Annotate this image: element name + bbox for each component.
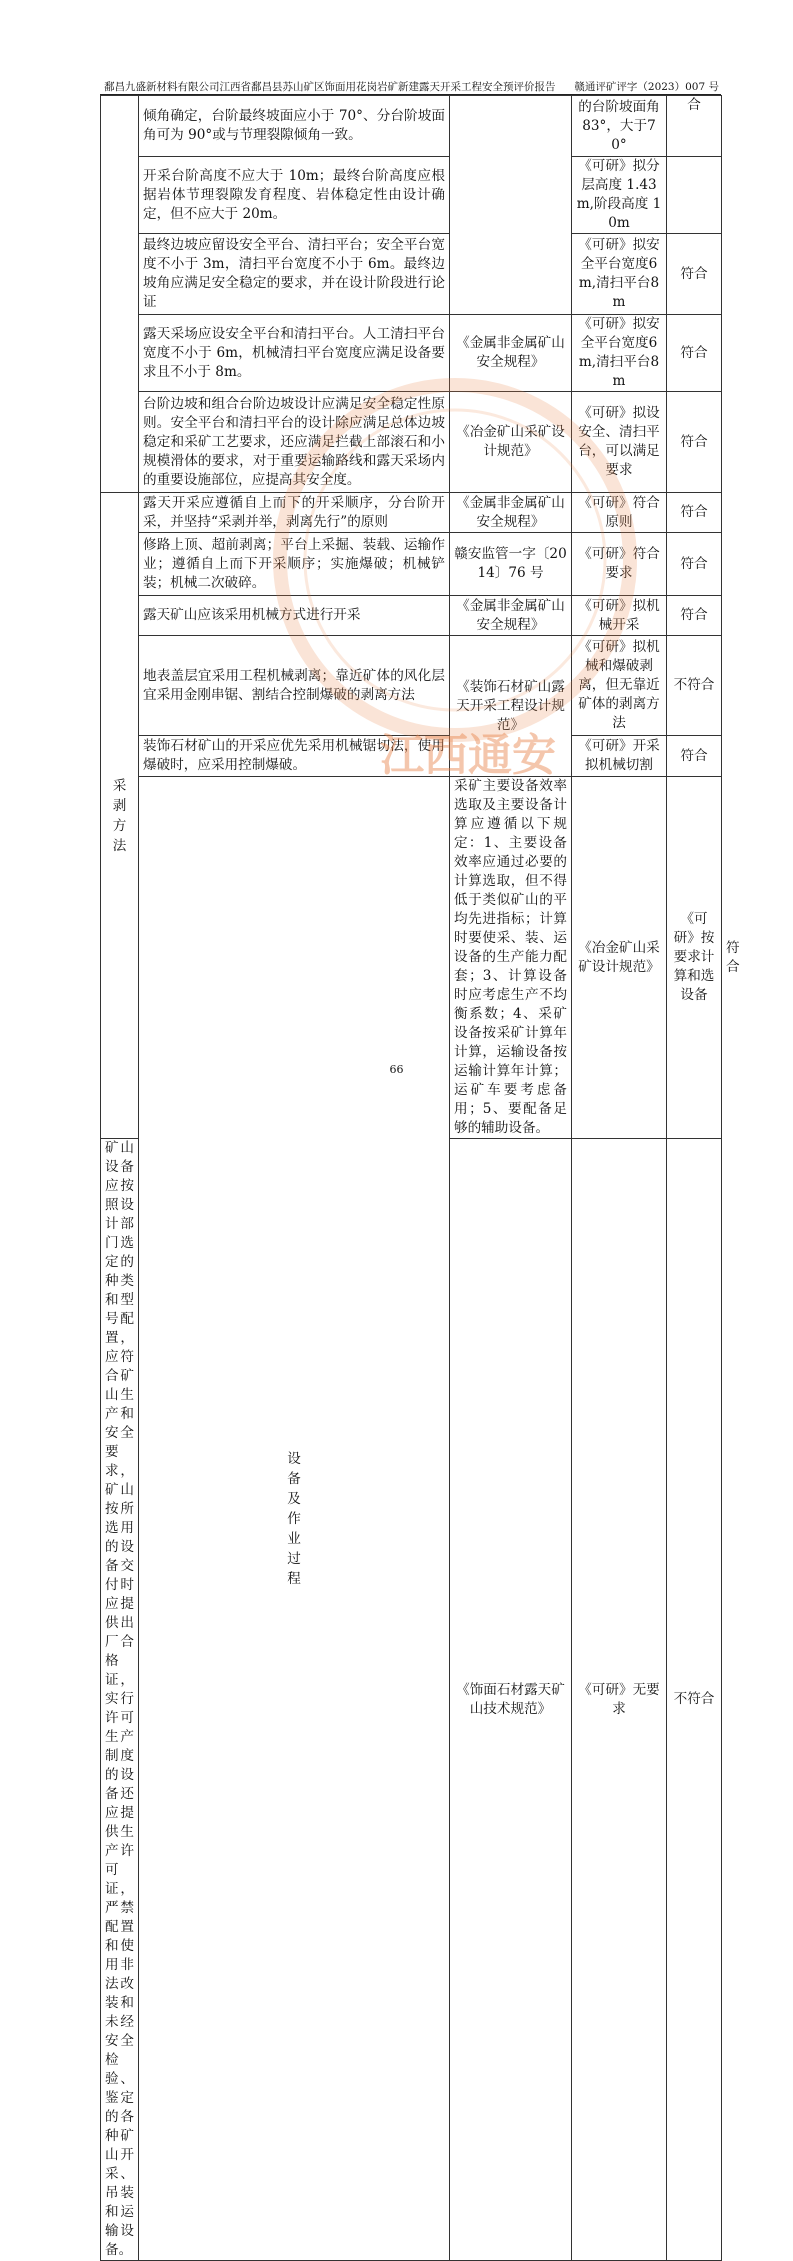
plan-cell: 《可研》按要求计算和选设备 — [667, 777, 722, 1139]
result-cell: 不符合 — [667, 1139, 722, 2261]
plan-cell: 《可研》无要求 — [572, 1139, 667, 2261]
category-char: 方 — [112, 817, 127, 834]
page-number: 66 — [389, 1063, 404, 1076]
table-row — [101, 493, 722, 533]
requirement-cell: 采矿主要设备效率选取及主要设备计算应遵循以下规定：1、主要设备效率应通过必要的计算选取，但不得低于类似矿山的平均先进指标；计算时要使采、装、运设备的生产能力配套；3、计算设备时应考虑生产不均衡系数；4、采矿设备按采矿计算年计算，运输设备按运输计算年计算；运矿车要考虑备用；5、要配备足够的辅助设备。 — [450, 777, 572, 1139]
header-report-title: 鄱昌九盛新材料有限公司江西省鄱昌县苏山矿区饰面用花岗岩矿新建露天开采工程安全预评价报告 — [104, 81, 556, 93]
safety-check-table — [100, 95, 740, 2261]
requirement-cell: 地表盖层宜采用工程机械剥离；靠近矿体的风化层宜采用金刚串锯、割结合控制爆破的剥离方法 — [139, 636, 450, 736]
plan-cell: 《可研》符合原则 — [572, 493, 667, 533]
requirement-cell: 修路上顶、超前剥离；平台上采掘、装载、运输作业；遵循自上而下开采顺序；实施爆破；机械铲装；机械二次破碎。 — [139, 533, 450, 596]
page-header — [100, 79, 719, 95]
requirement-cell: 露天采场应设安全平台和清扫平台。人工清扫平台宽度不小于 6m，机械清扫平台宽度应满足设备要求且不小于 8m。 — [139, 315, 450, 392]
requirement-cell: 装饰石材矿山的开采应优先采用机械锯切法，使用爆破时，应采用控制爆破。 — [139, 736, 450, 777]
category-mining-method — [101, 493, 139, 1139]
category-char: 设 — [287, 1450, 301, 1467]
result-cell: 符合 — [667, 392, 722, 493]
result-cell: 符合 — [667, 736, 722, 777]
category-char: 采 — [112, 777, 127, 794]
table-row — [101, 533, 722, 596]
basis-cell: 《冶金矿山采矿设计规范》 — [572, 777, 667, 1139]
table-row — [101, 736, 722, 777]
result-cell: 合 — [667, 96, 722, 157]
category-char: 备 — [287, 1470, 301, 1487]
basis-cell: 《装饰石材矿山露天开采工程设计规范》 — [450, 636, 572, 777]
requirement-cell: 倾角确定，台阶最终坡面应小于 70°、分台阶坡面角可为 90°或与节理裂隙倾角一致。 — [139, 96, 450, 157]
basis-cell: 《饰面石材露天矿山技术规范》 — [450, 1139, 572, 2261]
requirement-cell: 开采台阶高度不应大于 10m；最终台阶高度应根据岩体节理裂隙发育程度、岩体稳定性由设计确定，但不应大于 20m。 — [139, 157, 450, 234]
requirement-cell: 台阶边坡和组合台阶边坡设计应满足安全稳定性原则。安全平台和清扫平台的设计除应满足总体边坡稳定和采矿工艺要求，还应满足拦截上部滚石和小规模滑体的要求，对于重要运输路线和露天采场内的重要设施部位，应提高其安全度。 — [139, 392, 450, 493]
table-row — [101, 157, 722, 234]
requirement-cell: 最终边坡应留设安全平台、清扫平台；安全平台宽度不小于 3m，清扫平台宽度不小于 6m。最终边坡角应满足安全稳定的要求，并在设计阶段进行论证 — [139, 234, 450, 315]
basis-cell: 赣安监管一字〔2014〕76 号 — [450, 533, 572, 596]
result-cell: 不符合 — [667, 636, 722, 736]
category-char: 作 — [287, 1510, 301, 1527]
result-cell — [667, 157, 722, 234]
table-row — [101, 636, 722, 736]
basis-cell: 《金属非金属矿山安全规程》 — [450, 493, 572, 533]
table-row — [101, 596, 722, 636]
header-report-number: 赣通评矿评字（2023）007 号 — [574, 81, 719, 93]
basis-cell: 《金属非金属矿山安全规程》 — [450, 596, 572, 636]
category-char: 剥 — [112, 797, 127, 814]
category-char: 业 — [287, 1530, 301, 1547]
category-cell-blank — [101, 96, 139, 493]
category-char: 及 — [287, 1490, 301, 1507]
plan-cell: 《可研》拟分层高度 1.43m,阶段高度 10m — [572, 157, 667, 234]
plan-cell: 《可研》拟机械开采 — [572, 596, 667, 636]
plan-cell: 《可研》拟安全平台宽度6m,清扫平台8m — [572, 315, 667, 392]
basis-cell-blank — [450, 96, 572, 315]
plan-cell: 《可研》拟安全平台宽度6m,清扫平台8m — [572, 234, 667, 315]
table-row — [101, 96, 722, 157]
plan-cell: 《可研》拟机械和爆破剥离，但无靠近矿体的剥离方法 — [572, 636, 667, 736]
basis-cell: 《冶金矿山采矿设计规范》 — [450, 392, 572, 493]
category-char: 程 — [287, 1570, 301, 1587]
requirement-cell: 矿山设备应按照设计部门选定的种类和型号配置，应符合矿山生产和安全要求，矿山按所选用的设备交付时应提供出厂合格证，实行许可生产制度的设备还应提供生产许可证，严禁配置和使用非法改装和未经安全检验、鉴定的各种矿山开采、吊装和运输设备。 — [101, 1139, 139, 2261]
plan-cell: 《可研》拟设安全、清扫平台，可以满足要求 — [572, 392, 667, 493]
result-cell: 符合 — [667, 596, 722, 636]
table-row — [101, 234, 722, 315]
table-row: 设 备 及 作 业 过 程 采矿主要设备效率选取及主要设备计算应遵循以下规定：1、主要设备效率应通过必要的计算选取，但不得低于类似矿山的平均先进指标；计算时要使采、装、运设备的生产能力配套；3、计算设备时应考虑生产不均衡系数；4、采矿设备按采矿计算年计算，运输设备按运输计算年计算；运矿车要考虑备用；5、要配备足够的辅助设备。 《冶金矿山采矿设计规范》 《可研》按要求计算和选设备 符合 — [101, 777, 722, 1139]
table-row — [101, 392, 722, 493]
watermark-text: 江西通安 — [380, 730, 556, 781]
result-cell: 符合 — [667, 533, 722, 596]
plan-cell: 《可研》符合要求 — [572, 533, 667, 596]
result-cell: 符合 — [667, 315, 722, 392]
plan-cell: 《可研》开采拟机械切割 — [572, 736, 667, 777]
category-char: 法 — [112, 837, 127, 854]
table-row — [101, 315, 722, 392]
category-equipment — [139, 777, 450, 2261]
requirement-cell: 露天矿山应该采用机械方式进行开采 — [139, 596, 450, 636]
category-char: 过 — [287, 1550, 301, 1567]
basis-cell: 《金属非金属矿山安全规程》 — [450, 315, 572, 392]
requirement-cell: 露天开采应遵循自上而下的开采顺序，分台阶开采，并坚持“采剥并举，剥离先行”的原则 — [139, 493, 450, 533]
plan-cell: 的台阶坡面角83°，大于70° — [572, 96, 667, 157]
result-cell: 符合 — [667, 493, 722, 533]
result-cell: 符合 — [667, 234, 722, 315]
